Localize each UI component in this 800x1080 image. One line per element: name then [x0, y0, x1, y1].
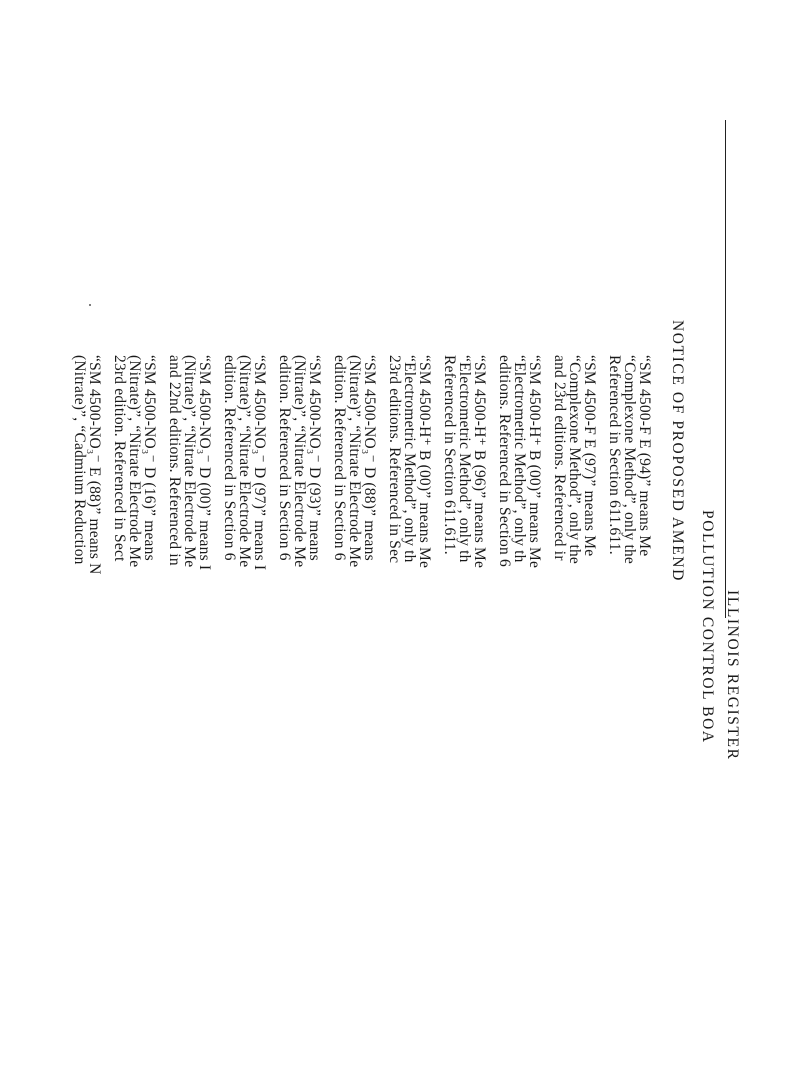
body-line: “Electrometric Method”, only th: [456, 355, 473, 563]
body-line: (Nitrate)”, “Cadmium Reduction: [71, 355, 88, 565]
body-line: “SM 4500-NO₃⁻ D (16)” means: [141, 355, 158, 561]
body-line: edition. Referenced in Section 6: [221, 355, 238, 561]
body-line: “Complexone Method”, only the: [621, 355, 638, 564]
body-line: “SM 4500-F E (94)” means Me: [636, 355, 653, 557]
body-line: Referenced in Section 611.611.: [441, 355, 458, 555]
body-line: “Electrometric Method”, only th: [511, 355, 528, 563]
body-line: and 23rd editions. Referenced ir: [551, 355, 568, 561]
body-line: Referenced in Section 611.611.: [606, 355, 623, 555]
scan-speck: [89, 304, 91, 306]
body-line: and 22nd editions. Referenced in: [166, 355, 183, 566]
board-name: POLLUTION CONTROL BOA: [699, 510, 716, 744]
notice-heading: NOTICE OF PROPOSED AMEND: [669, 320, 686, 582]
body-line: “Electrometric Method”, only th: [401, 355, 418, 563]
body-line: “SM 4500-NO₃⁻ D (88)” means: [361, 355, 378, 561]
body-line: editions. Referenced in Section 6: [496, 355, 513, 567]
body-line: “SM 4500-F E (97)” means Me: [581, 355, 598, 557]
register-title: ILLINOIS REGISTER: [724, 590, 741, 761]
body-line: “SM 4500-NO₃⁻ D (97)” means I: [251, 355, 268, 571]
body-line: (Nitrate)”, “Nitrate Electrode Me: [346, 355, 363, 568]
body-line: “SM 4500-H⁺ B (00)” means Me: [416, 355, 433, 569]
body-line: (Nitrate)”, “Nitrate Electrode Me: [291, 355, 308, 568]
body-line: “SM 4500-NO₃⁻ D (00)” means I: [196, 355, 213, 571]
body-line: edition. Referenced in Section 6: [276, 355, 293, 561]
rotated-text-block: [71, 320, 741, 1080]
body-line: 23rd editions. Referenced in Sec: [386, 355, 403, 564]
body-line: 23rd edition. Referenced in Sect: [111, 355, 128, 562]
body-line: “SM 4500-H⁺ B (00)” means Me: [526, 355, 543, 569]
body-line: “SM 4500-NO₃⁻ D (93)” means: [306, 355, 323, 561]
body-line: (Nitrate)”, “Nitrate Electrode Me: [236, 355, 253, 568]
body-line: “SM 4500-H⁺ B (96)” means Me: [471, 355, 488, 569]
body-line: (Nitrate)”, “Nitrate Electrode Me: [181, 355, 198, 568]
body-line: edition. Referenced in Section 6: [331, 355, 348, 561]
body-line: (Nitrate)”, “Nitrate Electrode Me: [126, 355, 143, 568]
body-line: “SM 4500-NO₃⁻ E (88)” means N: [86, 355, 103, 575]
body-line: “Complexone Method”, only the: [566, 355, 583, 564]
